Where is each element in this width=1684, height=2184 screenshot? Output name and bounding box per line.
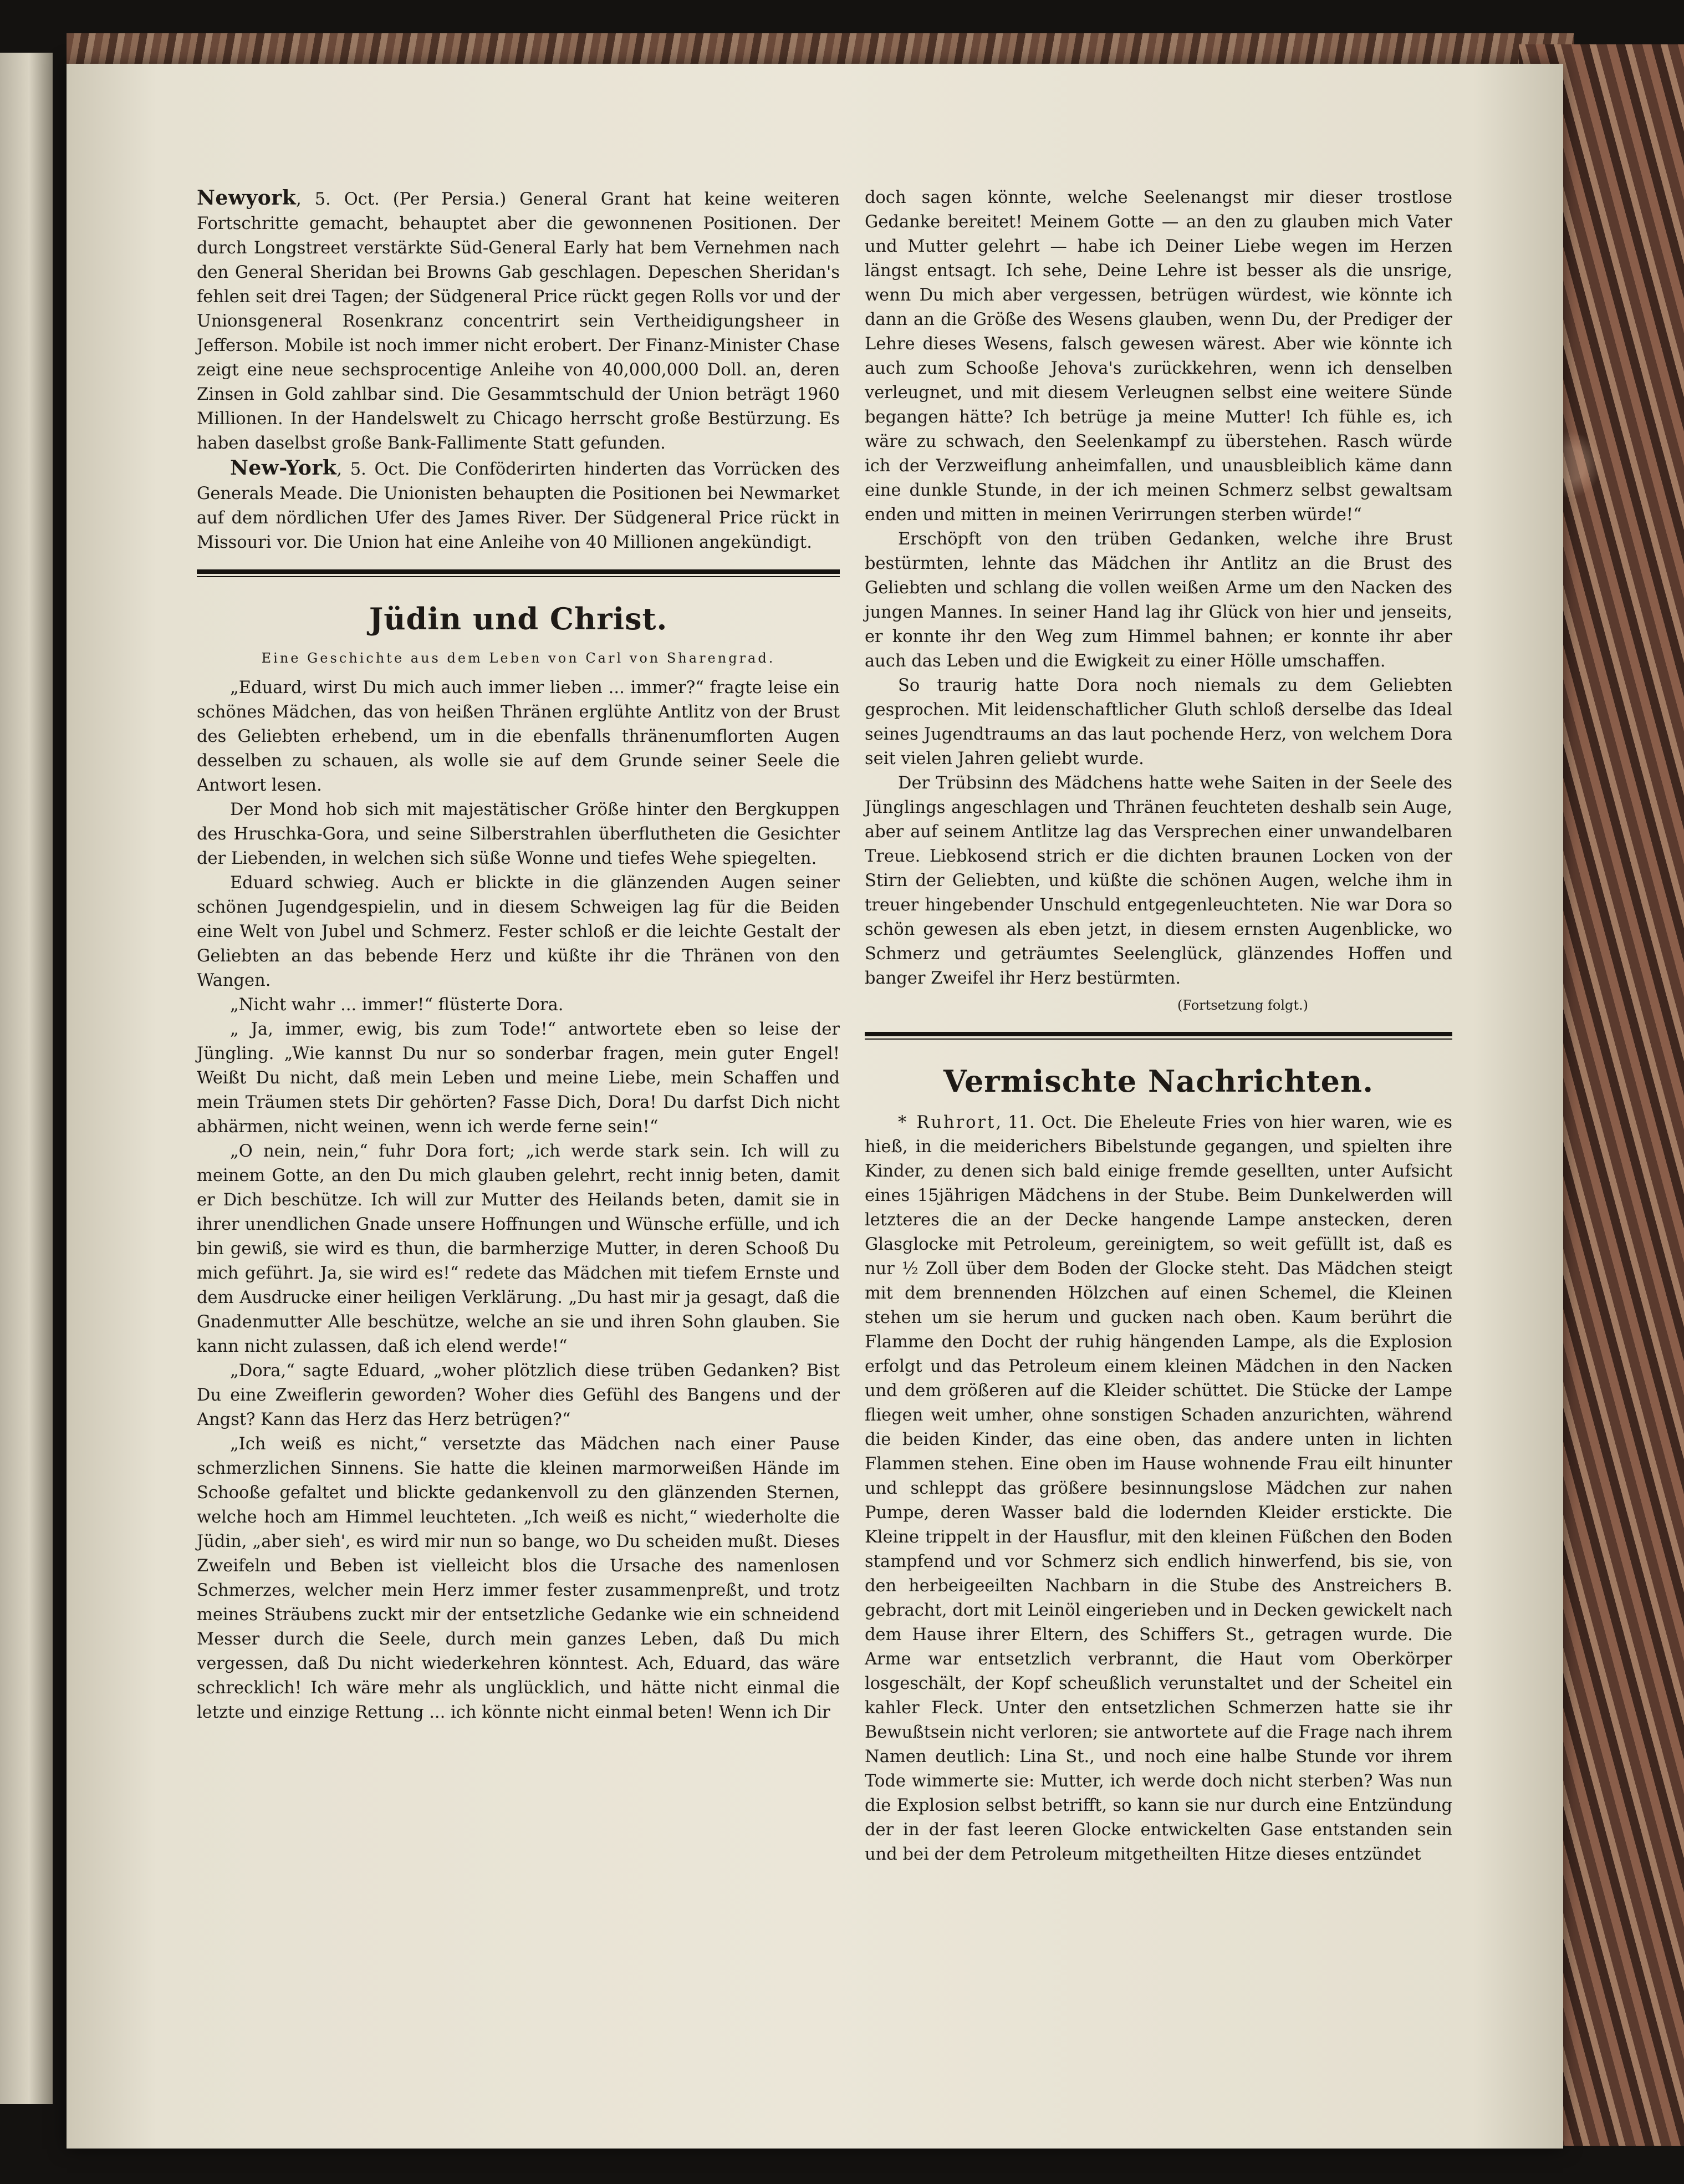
story-paragraph: „Ich weiß es nicht,“ versetzte das Mädchen nach einer Pause schmerzlichen Sinnens. Sie hatte die kleinen marmorweißen Hände im Schooße gefaltet und blickte gedankenvoll zu den glänzenden Sternen, welche hoch am Himmel leuchteten. „Ich weiß es nicht,“ wiederholte die Jüdin, „aber sieh', es wird mir nun so bange, wo Du scheiden mußt. Dieses Zweifeln und Beben ist vielleicht blos die Ursache des namenlosen Schmerzes, welcher mein Herz immer fester zusammenpreßt, und trotz meines Sträubens zuckt mir der entsetzliche Gedanke wie ein schneidend Messer durch die Seele, durch mein ganzes Leben, daß Du mich vergessen, daß Du nicht wiederkehren könntest. Ach, Eduard, das wäre schrecklich! Ich wäre mehr als unglücklich, und hätte nicht einmal die letzte und einzige Rettung ... ich könnte nicht einmal beten! Wenn ich Dir [197,1434,840,1722]
section-title-vermischte-nachrichten: Vermischte Nachrichten. [943,1063,1374,1099]
news-dateline: New-York [230,456,337,480]
news-item-newyork [197,186,840,456]
story-paragraph: „ Ja, immer, ewig, bis zum Tode!“ antwortete eben so leise der Jüngling. „Wie kannst Du nur so sonderbar fragen, mein guter Engel! Weißt Du nicht, daß mein Leben und meine Liebe, mein Schaffen und mein Träumen stets Dir gehörten? Fasse Dich, Dora! Du darfst Dich nicht abhärmen, nicht weinen, wenn ich werde ferne sein!“ [197,1020,840,1137]
news-item-new-york [197,456,840,555]
story-paragraph: doch sagen könnte, welche Seelenangst mir dieser trostlose Gedanke bereitet! Meinem Gotte — an den zu glauben mich Vater und Mutter gelehrt — habe ich Deiner Liebe wegen im Herzen längst entsagt. Ich sehe, Deine Lehre ist besser als die unsrige, wenn Du mich aber vergessen, betrügen würdest, wie könnte ich dann an die Größe des Wesens glauben, wenn Du, der Prediger der Lehre dieses Wesens, falsch gewesen wärest. Aber wie könnte ich auch zum Schooße Jehova's zurückkehren, wenn ich denselben verleugnet, und mit diesem Verleugnen selbst eine weitere Sünde begangen hätte? Ich betrüge ja meine Mutter! Ich fühle es, ich wäre zu schwach, den Seelenkampf zu überstehen. Rasch würde ich der Verzweiflung anheimfallen, und unausbleiblich käme dann eine dunkle Stunde, in der ich meinen Schmerz selbst gewaltsam enden und mitten in meinen Verirrungen sterben würde!“ [865,188,1452,525]
news-text: , 5. Oct. Die Conföderirten hinderten das Vorrücken des Generals Meade. Die Unionisten behaupten die Positionen bei Newmarket auf dem nördlichen Ufer des James River. Der Südgeneral Price rückt in Missouri vor. Die Union hat eine Anleihe von 40 Millionen angekündigt. [197,460,840,552]
news-text: , 5. Oct. (Per Persia.) General Grant hat keine weiteren Fortschritte gemacht, behauptet aber die gewonnenen Positionen. Der durch Longstreet verstärkte Süd-General Early hat bem Vernehmen nach den General Sheridan bei Browns Gab geschlagen. Depeschen Sheridan's fehlen seit drei Tagen; der Südgeneral Price rückt gegen Rolls vor und der Unionsgeneral Rosenkranz concentrirt sein Vertheidigungsheer in Jefferson. Mobile ist noch immer nicht erobert. Der Finanz-Minister Chase zeigt eine neue sechsprocentige Anleihe von 40,000,000 Doll. an, deren Zinsen in Gold zahlbar sind. Die Gesammtschuld der Union beträgt 1960 Millionen. In der Handelswelt zu Chicago herrscht große Bestürzung. Es haben daselbst große Bank-Fallimente Statt gefunden. [197,190,840,453]
news-dateline: Newyork [197,186,297,210]
story-subtitle: Eine Geschichte aus dem Leben von Carl von Sharengrad. [261,650,775,666]
story-paragraph: So traurig hatte Dora noch niemals zu dem Geliebten gesprochen. Mit leidenschaftlicher Gluth schloß derselbe das Ideal seines Jugendtraums an das laut pochende Herz, von welchem Dora seit vielen Jahren geliebt wurde. [865,676,1452,768]
story-paragraph: Eduard schwieg. Auch er blickte in die glänzenden Augen seiner schönen Jugendgespielin, und in diesem Schweigen lag für die Beiden eine Welt von Jubel und Schmerz. Fester schloß er die leichte Gestalt der Geliebten an das bebende Herz und küßte ihr die Thränen von den Wangen. [197,873,840,990]
news-item-ruhrort [865,1111,1452,1867]
to-be-continued-note: (Fortsetzung folgt.) [1177,997,1308,1013]
newspaper-page [67,64,1563,2149]
story-paragraph: Der Mond hob sich mit majestätischer Größe hinter den Bergkuppen des Hruschka-Gora, und seine Silberstrahlen überflutheten die Gesichter der Liebenden, in welchen sich süße Wonne und tiefes Wehe spiegelten. [197,800,840,868]
story-paragraph: Erschöpft von den trüben Gedanken, welche ihre Brust bestürmten, lehnte das Mädchen ihr Antlitz an die Brust des Geliebten und schlang die vollen weißen Arme um den Nacken des jungen Mannes. In seiner Hand lag ihr Glück von hier und jenseits, er konnte ihr den Weg zum Himmel bahnen; er konnte ihr aber auch das Leben und die Ewigkeit zu einer Hölle umschaffen. [865,530,1452,671]
story-title: Jüdin und Christ. [369,601,668,637]
section-rule [197,569,840,577]
story-paragraph: „O nein, nein,“ fuhr Dora fort; „ich werde stark sein. Ich will zu meinem Gotte, an den Du mich glauben gelehrt, recht innig beten, damit er Dich beschütze. Ich will zur Mutter des Heilands beten, damit sie in ihrer unendlichen Gnade unsere Hoffnungen und Wünsche erfülle, und ich bin gewiß, sie wird es thun, die barmherzige Mutter, in deren Schooß Du mich geführt. Ja, sie wird es!“ redete das Mädchen mit tiefem Ernste und dem Ausdrucke einer heiligen Verklärung. „Du hast mir ja gesagt, daß die Gnadenmutter Alle beschütze, welche an sie und ihren Sohn glauben. Sie kann nicht zulassen, daß ich elend werde!“ [197,1142,840,1356]
section-rule [865,1032,1452,1040]
news-place: * Ruhrort [898,1113,996,1132]
story-paragraph: „Eduard, wirst Du mich auch immer lieben ... immer?“ fragte leise ein schönes Mädchen, das von heißen Thränen erglühte Antlitz von der Brust des Geliebten erhebend, um in die ebenfalls thränenumflorten Augen desselben zu schauen, als wolle sie auf dem Grunde seiner Seele die Antwort lesen. [197,678,840,795]
facing-page-edge [0,53,53,2104]
story-paragraph: Der Trübsinn des Mädchens hatte wehe Saiten in der Seele des Jünglings angeschlagen und Thränen feuchteten deshalb sein Auge, aber auf seinem Antlitze lag das Versprechen einer unwandelbaren Treue. Liebkosend strich er die dichten braunen Locken von der Stirn der Geliebten, und küßte die schönen Augen, welche ihm in treuer hingebender Unschuld entgegenleuchteten. Nie war Dora so schön gewesen als eben jetzt, in diesem ernsten Augenblicke, wo Schmerz und geträumtes Seelenglück, glänzendes Hoffen und banger Zweifel ihr Herz bestürmten. [865,773,1452,988]
story-paragraph: „Nicht wahr ... immer!“ flüsterte Dora. [230,995,564,1015]
right-column [865,186,1452,1867]
left-column [197,186,840,1725]
news-text: , 11. Oct. Die Eheleute Fries von hier waren, wie es hieß, in die meiderichers Bibelstunde gegangen, und spielten ihre Kinder, zu denen sich bald einige fremde gesellten, unter Aufsicht eines 15jährigen Mädchens in der Stube. Beim Dunkelwerden will letzteres die an der Decke hangende Lampe anstecken, deren Glasglocke mit Petroleum, gereinigtem, so weit gefüllt ist, daß es nur ½ Zoll über dem Boden der Glocke steht. Das Mädchen steigt mit dem brennenden Hölzchen auf einen Schemel, die Kleinen stehen um sie herum und gucken nach oben. Kaum berührt die Flamme den Docht der ruhig hängenden Lampe, als die Explosion erfolgt und das Petroleum einem kleinen Mädchen in den Nacken und dem größeren auf die Kleider schüttet. Die Stücke der Lampe fliegen weit umher, ohne sonstigen Schaden anzurichten, während die beiden Kinder, das eine oben, das andere unten in lichten Flammen stehen. Eine oben im Hause wohnende Frau eilt hinunter und schleppt das größere besinnungslose Mädchen zur nahen Pumpe, deren Wasser bald die lodernden Kleider erstickte. Die Kleine trippelt in der Hausflur, mit den kleinen Füßchen den Boden stampfend und vor Schmerz sich endlich hinwerfend, bis sie, von den herbeigeeilten Nachbarn in die Stube des Anstreichers B. gebracht, dort mit Leinöl eingerieben und in Decken gewickelt nach dem Hause ihrer Eltern, des Schiffers St., getragen wurde. Die Arme war entsetzlich verbrannt, die Haut vom Oberkörper losgeschält, der Kopf scheußlich verunstaltet und der Scheitel ein kahler Fleck. Unter den entsetzlichen Schmerzen hatte sie ihr Bewußtsein nicht verloren; sie antwortete auf die Frage nach ihrem Namen deutlich: Lina St., und noch eine halbe Stunde vor ihrem Tode wimmerte sie: Mutter, ich werde doch nicht sterben? Was nun die Explosion selbst betrifft, so kann sie nur durch eine Entzündung der in der fast leeren Glocke entwickelten Gase entstanden sein und bei der dem Petroleum mitgetheilten Hitze dieses entzündet [865,1113,1452,1864]
story-paragraph: „Dora,“ sagte Eduard, „woher plötzlich diese trüben Gedanken? Bist Du eine Zweiflerin geworden? Woher dies Gefühl des Bangens und der Angst? Kann das Herz das Herz betrügen?“ [197,1361,840,1429]
